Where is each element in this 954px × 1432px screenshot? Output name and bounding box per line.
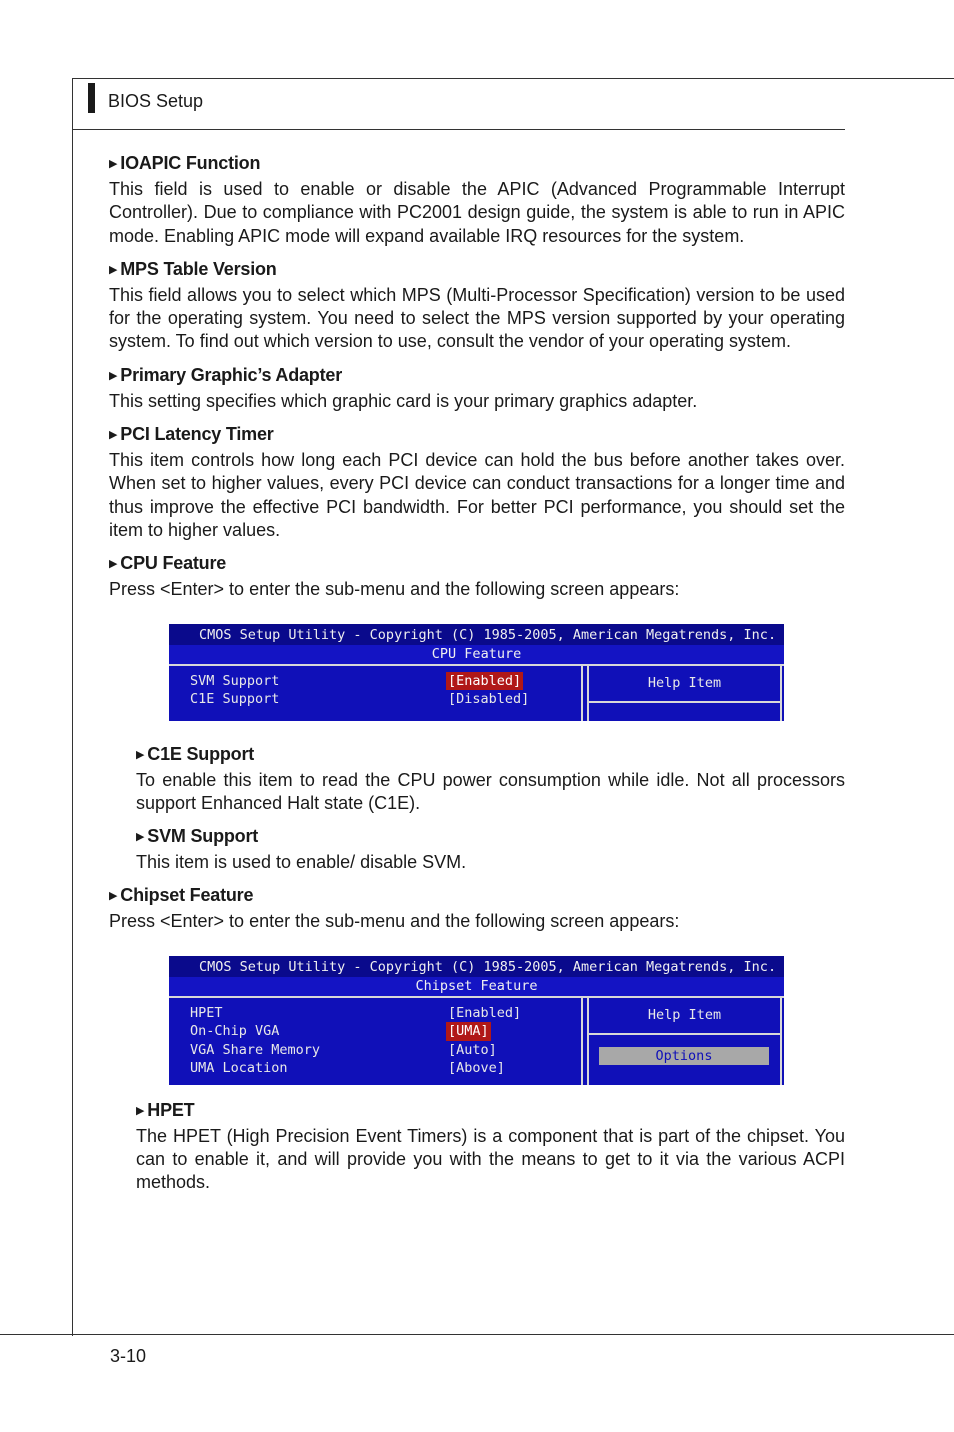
page-header-title: BIOS Setup bbox=[108, 91, 204, 111]
bios-setting-row[interactable]: VGA Share Memory [Auto] bbox=[190, 1041, 497, 1058]
section-text-ioapic: This field is used to enable or disable the APIC (Advanced Programmable Interrupt Controller). Due to compliance with PC2001 design guide, the system is able to run in APIC mode. Enabling APIC mode will expand available IRQ resources for the system. bbox=[109, 179, 845, 246]
section-title-pci-latency: ▶ PCI Latency Timer bbox=[109, 424, 274, 445]
bios-subtitle: CPU Feature bbox=[169, 645, 784, 666]
section-title-chipset-feature: ▶ Chipset Feature bbox=[109, 885, 254, 906]
section-title-graphics: ▶ Primary Graphic’s Adapter bbox=[109, 364, 343, 385]
bios-help-panel bbox=[583, 666, 784, 721]
page-left-rule bbox=[72, 78, 73, 1336]
bios-top-title: CMOS Setup Utility - Copyright (C) 1985-2005, American Megatrends, Inc. bbox=[169, 624, 784, 645]
bios-setting-value[interactable]: [Above] bbox=[448, 1060, 505, 1077]
bios-setting-value[interactable]: [Auto] bbox=[448, 1041, 497, 1058]
section-title-c1e: ▶ C1E Support bbox=[136, 743, 255, 764]
section-title-mps: ▶ MPS Table Version bbox=[109, 258, 277, 279]
triangle-right-icon: ▶ bbox=[136, 748, 145, 761]
triangle-right-icon: ▶ bbox=[109, 263, 118, 276]
chipset-feature-subitems bbox=[136, 1099, 845, 1195]
section-text-mps: This field allows you to select which MPS (Multi-Processor Specification) version to be used for the operating system. You need to select the MPS version supported by your operating system. To find out which version to use, consult the vendor of your operating system. bbox=[109, 284, 845, 352]
bios-help-panel bbox=[583, 998, 784, 1085]
bios-options-bar: Options bbox=[599, 1047, 769, 1065]
page-number: 3-10 bbox=[110, 1346, 147, 1366]
section-text-hpet: The HPET (High Precision Event Timers) is a component that is part of the chipset. You can to enable it, and will provide you with the means to get to it via the various ACPI methods. bbox=[136, 1125, 845, 1193]
cpu-feature-subitems bbox=[136, 743, 845, 875]
page-top-rule bbox=[72, 78, 954, 79]
page-content bbox=[109, 152, 845, 1205]
bios-subtitle: Chipset Feature bbox=[169, 977, 784, 998]
bios-help-title: Help Item bbox=[587, 998, 782, 1035]
section-title-ioapic: ▶ IOAPIC Function bbox=[109, 153, 261, 173]
triangle-right-icon: ▶ bbox=[109, 158, 118, 170]
section-title-hpet: ▶ HPET bbox=[136, 1099, 195, 1120]
triangle-right-icon: ▶ bbox=[109, 890, 118, 903]
bios-setting-row[interactable]: SVM Support [Enabled] bbox=[190, 672, 522, 689]
bios-setting-value[interactable]: [Disabled] bbox=[448, 691, 530, 708]
bios-setting-value[interactable]: [Enabled] bbox=[448, 1004, 522, 1021]
section-text-chipset-feature: Press <Enter> to enter the sub-menu and the following screen appears: bbox=[109, 911, 680, 932]
bios-settings-list bbox=[169, 998, 583, 1085]
bios-setting-row[interactable]: C1E Support [Disabled] bbox=[190, 691, 530, 708]
bios-help-title: Help Item bbox=[587, 666, 782, 703]
triangle-right-icon: ▶ bbox=[136, 1104, 145, 1117]
bios-top-title: CMOS Setup Utility - Copyright (C) 1985-2005, American Megatrends, Inc. bbox=[169, 956, 784, 977]
section-text-c1e: To enable this item to read the CPU power consumption while idle. Not all processors support Enhanced Halt state (C1E). bbox=[136, 769, 845, 813]
triangle-right-icon: ▶ bbox=[109, 429, 118, 442]
bios-screen-cpu-feature bbox=[169, 624, 784, 721]
bios-setting-value[interactable]: [Enabled] bbox=[448, 672, 522, 689]
bios-settings-list bbox=[169, 666, 583, 721]
bios-screen-chipset-feature bbox=[169, 956, 784, 1085]
triangle-right-icon: ▶ bbox=[136, 831, 145, 844]
section-title-svm: ▶ SVM Support bbox=[136, 826, 259, 847]
bios-setting-value[interactable]: [UMA] bbox=[448, 1023, 489, 1040]
header-underline bbox=[72, 129, 845, 130]
bios-setting-row[interactable]: HPET [Enabled] bbox=[190, 1004, 522, 1021]
section-text-graphics: This setting specifies which graphic card is your primary graphics adapter. bbox=[109, 390, 698, 411]
triangle-right-icon: ▶ bbox=[109, 369, 118, 382]
section-title-cpu-feature: ▶ CPU Feature bbox=[109, 553, 227, 574]
bios-setting-row[interactable]: On-Chip VGA [UMA] bbox=[190, 1023, 489, 1040]
triangle-right-icon: ▶ bbox=[109, 558, 118, 571]
vertical-bar-icon bbox=[88, 83, 95, 113]
page-bottom-rule bbox=[0, 1334, 954, 1335]
section-text-pci-latency: This item controls how long each PCI device can hold the bus before another takes over. When set to higher values, every PCI device can conduct transactions for a longer time and thus improve the effective PCI bandwidth. For better PCI performance, you should set the item to higher values. bbox=[109, 450, 845, 540]
section-text-svm: This item is used to enable/ disable SVM. bbox=[136, 852, 467, 873]
section-text-cpu-feature: Press <Enter> to enter the sub-menu and the following screen appears: bbox=[109, 579, 680, 600]
bios-setting-row[interactable]: UMA Location [Above] bbox=[190, 1060, 505, 1077]
